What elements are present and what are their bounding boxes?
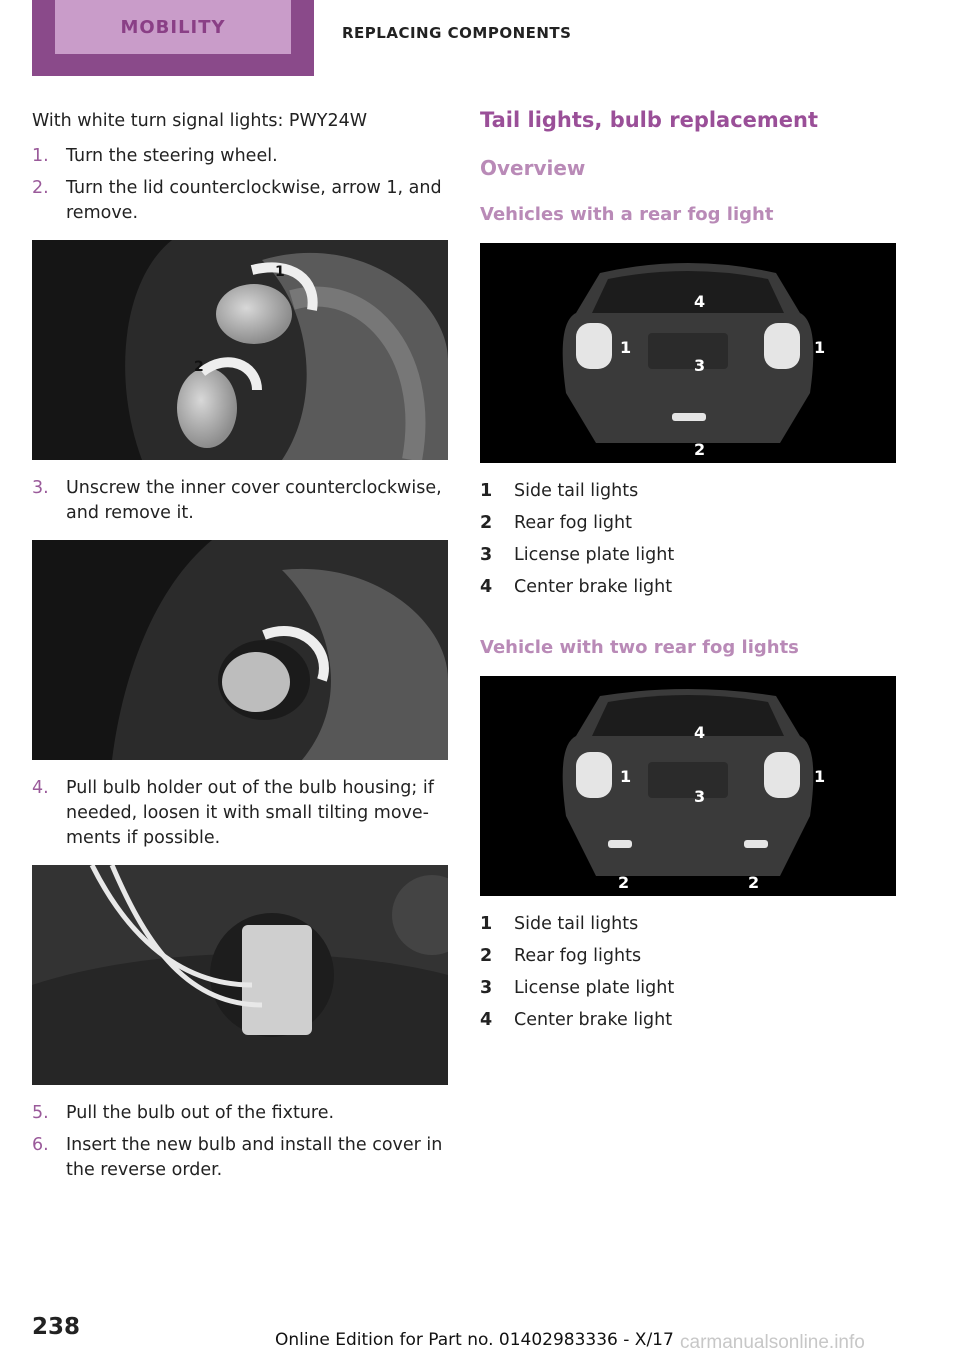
car2-label-2-left: 2 (618, 873, 630, 892)
figure-car-two-fog (480, 676, 896, 896)
legend-number: 2 (480, 946, 493, 966)
car2-label-3: 3 (694, 787, 706, 806)
car2-label-1-left: 1 (620, 767, 632, 786)
figure-label-1: 1 (275, 264, 285, 280)
watermark: carmanualsonline.info (680, 1332, 865, 1353)
legend-row (480, 972, 896, 1004)
section2-title: Vehicle with two rear fog lights (480, 637, 799, 658)
legend-text: License plate light (514, 978, 675, 998)
step-number: 2. (32, 178, 49, 198)
step-text: Turn the lid counterclockwise, arrow 1, and remove. (66, 178, 442, 223)
legend-row (480, 539, 896, 571)
legend-row (480, 940, 896, 972)
tab-mobility[interactable]: MOBILITY (55, 0, 291, 54)
legend-row (480, 1004, 896, 1036)
step-number: 6. (32, 1135, 49, 1155)
step-number: 4. (32, 778, 49, 798)
step-4 (32, 776, 448, 851)
legend-text: Side tail lights (514, 481, 639, 501)
legend-row (480, 571, 896, 603)
step-5 (32, 1101, 448, 1126)
car-label-2: 2 (694, 440, 706, 459)
legend-number: 3 (480, 545, 493, 565)
section1-title: Vehicles with a rear fog light (480, 204, 774, 225)
legend-number: 4 (480, 577, 493, 597)
legend-two-fog (480, 908, 896, 1036)
step-number: 5. (32, 1103, 49, 1123)
legend-text: Rear fog light (514, 513, 632, 533)
legend-number: 1 (480, 481, 493, 501)
step-text: Turn the steering wheel. (66, 146, 278, 166)
step-text: Unscrew the inner cover counterclockwise, and remove it. (66, 478, 442, 523)
step-6 (32, 1133, 448, 1183)
step-2 (32, 176, 448, 226)
edition-text: Online Edition for Part no. 01402983336 - X/17 (275, 1330, 674, 1350)
figure-lid-removal (32, 240, 448, 460)
legend-row (480, 507, 896, 539)
car2-label-4: 4 (694, 723, 706, 742)
car-label-1-left: 1 (620, 338, 632, 357)
legend-text: Center brake light (514, 577, 673, 597)
figure-label-2: 2 (194, 359, 204, 375)
legend-row (480, 908, 896, 940)
car2-label-1-right: 1 (814, 767, 826, 786)
figure-car-one-fog (480, 243, 896, 463)
step-text: Insert the new bulb and install the cover in the reverse order. (66, 1135, 443, 1180)
step-text: Pull the bulb out of the fixture. (66, 1103, 335, 1123)
legend-text: Side tail lights (514, 914, 639, 934)
car-label-3: 3 (694, 356, 706, 375)
legend-text: License plate light (514, 545, 675, 565)
legend-number: 1 (480, 914, 493, 934)
step-number: 3. (32, 478, 49, 498)
legend-text: Rear fog lights (514, 946, 642, 966)
figure-inner-cover (32, 540, 448, 760)
legend-number: 3 (480, 978, 493, 998)
right-column (480, 108, 896, 1036)
breadcrumb: REPLACING COMPONENTS (342, 24, 572, 42)
car-label-1-right: 1 (814, 338, 826, 357)
page-number: 238 (32, 1314, 81, 1340)
step-1 (32, 144, 448, 169)
section-heading: Tail lights, bulb replacement (480, 108, 819, 132)
legend-number: 2 (480, 513, 493, 533)
step-text: Pull bulb holder out of the bulb housing; if needed, loosen it with small tilting move‐ments if possible. (66, 778, 434, 848)
legend-row (480, 475, 896, 507)
step-number: 1. (32, 146, 49, 166)
figure-bulb-holder (32, 865, 448, 1085)
overview-heading: Overview (480, 156, 586, 180)
legend-text: Center brake light (514, 1010, 673, 1030)
step-3 (32, 476, 448, 526)
car-label-4: 4 (694, 292, 706, 311)
car2-label-2-right: 2 (748, 873, 760, 892)
intro-text: With white turn signal lights: PWY24W (32, 111, 368, 131)
left-column (32, 108, 448, 1190)
legend-number: 4 (480, 1010, 493, 1030)
legend-one-fog (480, 475, 896, 603)
